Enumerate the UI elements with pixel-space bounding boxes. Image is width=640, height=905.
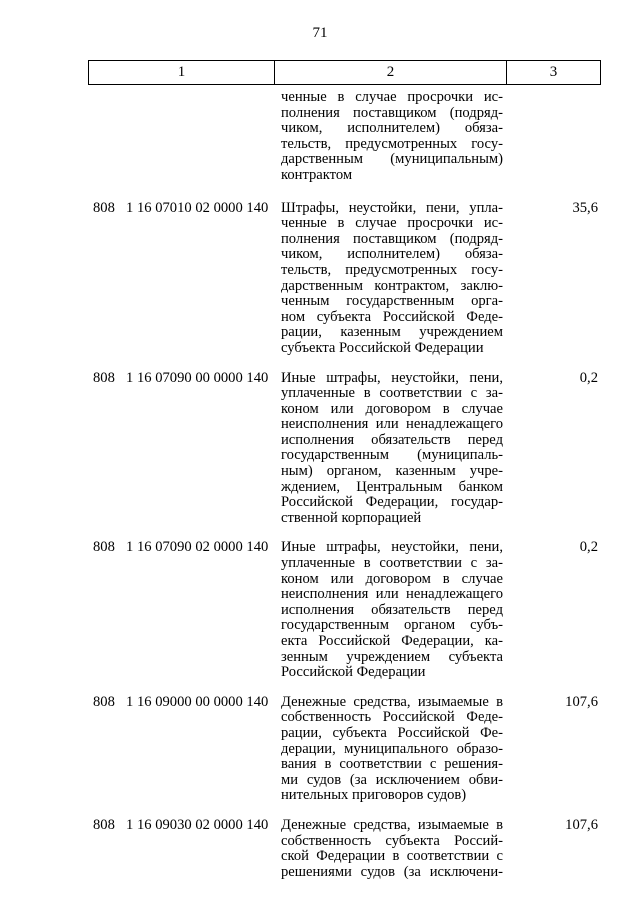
- page-number: 71: [312, 25, 328, 41]
- description-line: Иные штрафы, неустойки, пени,: [281, 369, 503, 386]
- description-line: ми судов (за исключением обви-: [281, 771, 503, 788]
- description-line: чиком, исполнителем) обяза-: [281, 120, 503, 137]
- description-line: Иные штрафы, неустойки, пени,: [281, 539, 503, 556]
- table-row: [0, 540, 640, 680]
- admin-code: 808: [93, 693, 115, 710]
- description-line: решениями судов (за исключени-: [281, 863, 503, 880]
- admin-code: 808: [93, 369, 115, 386]
- table-row: [0, 371, 640, 527]
- table-header: [88, 60, 601, 85]
- description-line: коном или договором в случае: [281, 400, 503, 417]
- budget-classification-code: 1 16 07010 02 0000 140: [126, 199, 269, 216]
- header-col-1: 1: [89, 61, 275, 84]
- description-line: вания в соответствии с решения-: [281, 756, 503, 773]
- description-line: уплаченные в соответствии с за-: [281, 385, 503, 402]
- description-line: государственным органом субъ-: [281, 617, 503, 634]
- header-col-2: 2: [275, 61, 507, 84]
- description-line: ном субъекта Российской Феде-: [281, 308, 503, 325]
- description-line: государственным (муниципаль-: [281, 447, 503, 464]
- admin-code: 808: [93, 199, 115, 216]
- admin-code: 808: [93, 816, 115, 833]
- income-description: [281, 201, 503, 357]
- description-line: екта Российской Федерации, ка-: [281, 633, 503, 649]
- description-line: ным) органом, казенным учре-: [281, 463, 503, 480]
- header-col-3: 3: [549, 64, 558, 80]
- description-line: Штрафы, неустойки, пени, упла-: [281, 199, 503, 216]
- description-line: ской Федерации в соответствии с: [281, 848, 503, 865]
- budget-classification-code: 1 16 09030 02 0000 140: [126, 816, 269, 833]
- table-row: [0, 695, 640, 804]
- description-line: Денежные средства, изымаемые в: [281, 816, 503, 833]
- budget-classification-code: 1 16 07090 00 0000 140: [126, 369, 269, 386]
- description-line: исполнения обязательств перед: [281, 601, 503, 618]
- amount-value: 0,2: [579, 539, 598, 556]
- description-line: контрактом: [281, 166, 353, 183]
- description-line: тельств, предусмотренных госу-: [281, 261, 503, 278]
- amount-value: 0,2: [579, 369, 598, 386]
- amount-value: 107,6: [565, 816, 598, 833]
- amount-value: 35,6: [572, 199, 598, 216]
- description-line: тельств, предусмотренных госу-: [281, 135, 503, 152]
- table-row: [0, 90, 640, 184]
- description-line: полнения поставщиком (подряд-: [281, 104, 503, 121]
- description-line: рации, субъекта Российской Фе-: [281, 724, 503, 741]
- description-line: нительных приговоров судов): [281, 787, 467, 804]
- income-description: [281, 371, 503, 527]
- description-line: исполнения обязательств перед: [281, 431, 503, 448]
- description-line: Российской Федерации, государ-: [281, 494, 503, 511]
- description-line: собственность субъекта Россий-: [281, 832, 503, 849]
- description-line: дарственным контрактом, заклю-: [281, 277, 503, 294]
- description-line: коном или договором в случае: [281, 570, 503, 587]
- description-line: ственной корпорацией: [281, 509, 422, 526]
- table-body: [0, 90, 640, 894]
- description-line: дарственным (муниципальным): [281, 151, 503, 168]
- description-line: ченные в случае просрочки ис-: [281, 89, 503, 105]
- description-line: зенным учреждением субъекта: [281, 648, 503, 665]
- description-line: уплаченные в соответствии с за-: [281, 555, 503, 572]
- table-row: [0, 201, 640, 357]
- description-line: неисполнения или ненадлежащего: [281, 586, 503, 603]
- description-line: чиком, исполнителем) обяза-: [281, 246, 503, 263]
- income-description: [281, 695, 503, 804]
- description-line: ченным государственным орга-: [281, 293, 503, 310]
- description-line: рации, казенным учреждением: [281, 324, 503, 341]
- description-line: ченные в случае просрочки ис-: [281, 215, 503, 232]
- budget-classification-code: 1 16 09000 00 0000 140: [126, 693, 269, 710]
- income-description: [281, 540, 503, 680]
- income-description: [281, 90, 503, 184]
- table-row: [0, 818, 640, 880]
- description-line: Денежные средства, изымаемые в: [281, 693, 503, 710]
- description-line: дерации, муниципального образо-: [281, 740, 503, 757]
- description-line: ждением, Центральным банком: [281, 478, 503, 495]
- amount-value: 107,6: [565, 693, 598, 710]
- description-line: субъекта Российской Федерации: [281, 339, 484, 356]
- income-description: [281, 818, 503, 880]
- description-line: неисполнения или ненадлежащего: [281, 416, 503, 433]
- description-line: Российской Федерации: [281, 664, 426, 681]
- description-line: собственность Российской Феде-: [281, 709, 503, 726]
- budget-classification-code: 1 16 07090 02 0000 140: [126, 539, 269, 556]
- admin-code: 808: [93, 539, 115, 556]
- description-line: полнения поставщиком (подряд-: [281, 230, 503, 247]
